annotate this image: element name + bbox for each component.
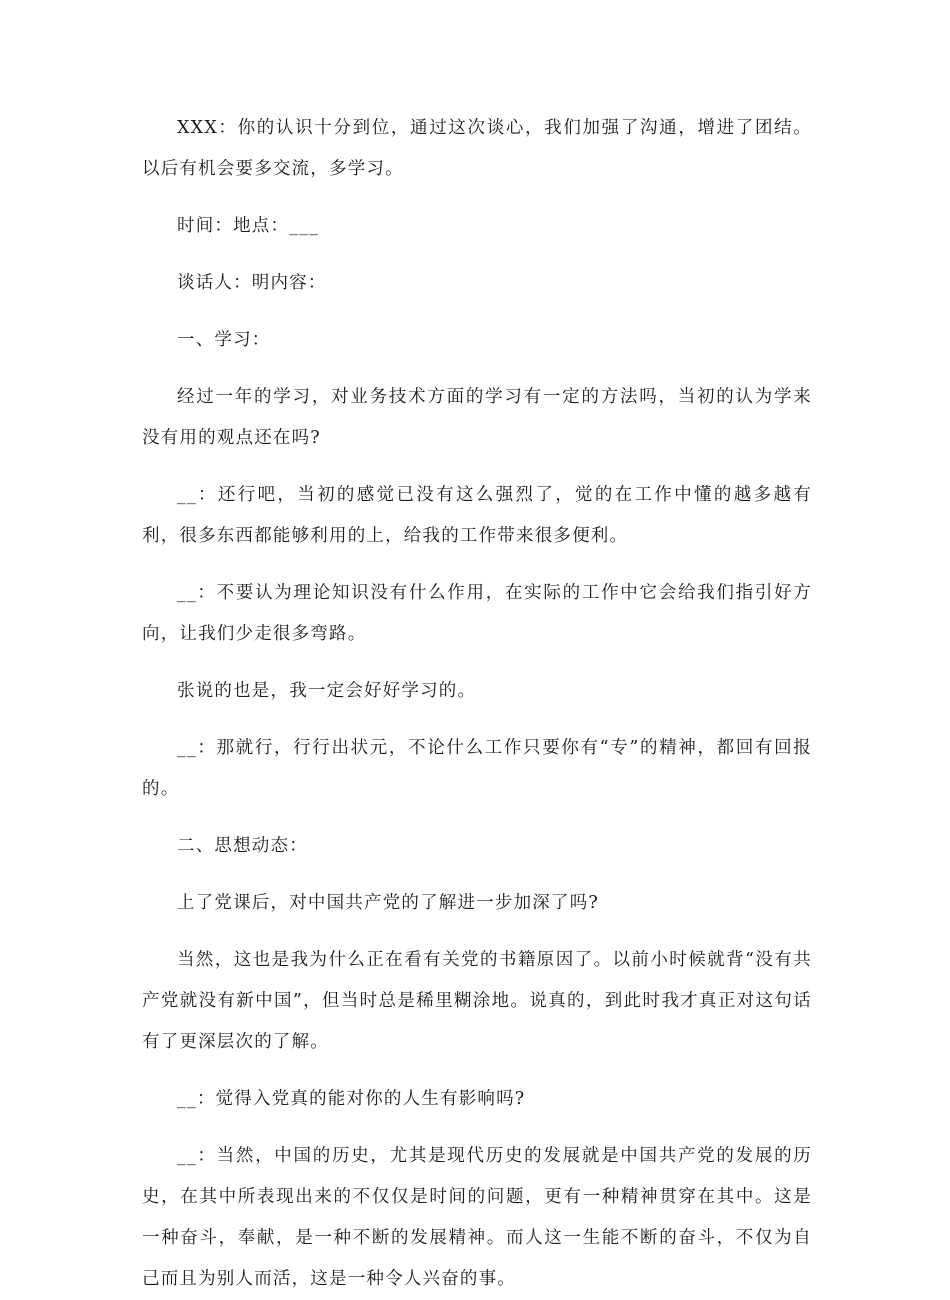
paragraph-question-influence: __：觉得入党真的能对你的人生有影响吗? (177, 1089, 526, 1109)
paragraph-question-party-class: 上了党课后，对中国共产党的了解进一步加深了吗? (177, 893, 599, 913)
document-body (142, 108, 812, 1300)
section-heading-study: 一、学习： (177, 330, 271, 350)
paragraph-reply-agree: 张说的也是，我一定会好好学习的。 (177, 681, 477, 701)
paragraph-encouragement: __：那就行，行行出状元，不论什么工作只要你有“专”的精神，都回有回报的。 (142, 738, 812, 799)
paragraph-participants: 谈话人：明内容： (177, 273, 327, 293)
paragraph-closing-remark: XXX：你的认识十分到位，通过这次谈心，我们加强了沟通，增进了团结。以后有机会要多交流，多学习。 (142, 118, 812, 179)
section-heading-thought: 二、思想动态： (177, 836, 308, 856)
paragraph-answer-study: __：还行吧，当初的感觉已没有这么强烈了，觉的在工作中懂的越多越有利，很多东西都能够利用的上，给我的工作带来很多便利。 (142, 485, 812, 546)
paragraph-advice-theory: __：不要认为理论知识没有什么作用，在实际的工作中它会给我们指引好方向，让我们少走很多弯路。 (142, 583, 812, 644)
paragraph-time-place: 时间：地点：___ (177, 216, 320, 236)
paragraph-question-study: 经过一年的学习，对业务技术方面的学习有一定的方法吗，当初的认为学来没有用的观点还在吗? (142, 387, 812, 448)
paragraph-answer-influence: __：当然，中国的历史，尤其是现代历史的发展就是中国共产党的发展的历史，在其中所表现出来的不仅仅是时间的问题，更有一种精神贯穿在其中。这是一种奋斗，奉献，是一种不断的发展精神。而人这一生能不断的奋斗，不仅为自己而且为别人而活，这是一种令人兴奋的事。 (142, 1146, 812, 1289)
paragraph-answer-party-class: 当然，这也是我为什么正在看有关党的书籍原因了。以前小时候就背“没有共产党就没有新中国”，但当时总是稀里糊涂地。说真的，到此时我才真正对这句话有了更深层次的了解。 (142, 950, 812, 1052)
